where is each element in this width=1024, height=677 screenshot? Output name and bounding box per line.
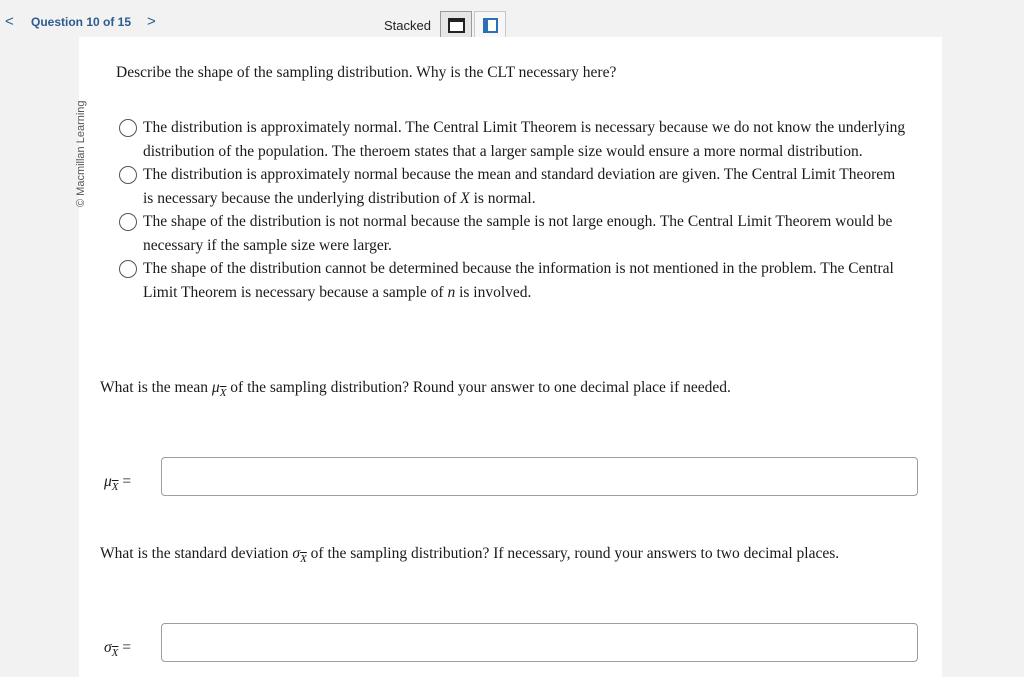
mean-label: $\mu_{\overline{X}}$ = (104, 473, 132, 493)
stacked-view-button[interactable] (440, 11, 472, 39)
radio-button[interactable] (119, 166, 137, 184)
answer-option-2[interactable] (117, 163, 907, 210)
sd-question-text: What is the standard deviation $\sigma_{\overline{X}}$ of the sampling distribution? If necessary, round your answers to two decimal places. (100, 545, 840, 565)
split-view-button[interactable] (474, 11, 506, 39)
answer-option-3[interactable] (117, 210, 907, 257)
option-text: The shape of the distribution is not normal because the sample is not large enough. The Central Limit Theorem would be necessary if the sample size were larger. (143, 213, 893, 254)
sd-label: $\sigma_{\overline{X}}$ = (104, 639, 132, 659)
answer-option-1[interactable] (117, 116, 907, 163)
copyright-notice (75, 77, 95, 217)
option-text: The shape of the distribution cannot be determined because the information is not mentioned in the problem. The Central Limit Theorem is necessary because a sample of n is involved. (143, 260, 894, 301)
previous-question-chevron-icon[interactable]: < (5, 13, 14, 30)
mean-answer-input[interactable] (161, 457, 918, 496)
view-mode-label: Stacked (384, 18, 431, 33)
mean-question-text: What is the mean $\mu_{\overline{X}}$ of the sampling distribution? Round your answer to one decimal place if needed. (100, 379, 731, 399)
answer-options (117, 116, 907, 304)
radio-button[interactable] (119, 213, 137, 231)
answer-option-4[interactable] (117, 257, 907, 304)
copyright-text: © Macmillan Learning (75, 100, 87, 207)
sd-answer-input[interactable] (161, 623, 918, 662)
stacked-layout-icon (448, 18, 465, 33)
option-text: The distribution is approximately normal because the mean and standard deviation are given. The Central Limit Theorem is necessary because the underlying distribution of X is normal. (143, 166, 896, 207)
option-text: The distribution is approximately normal. The Central Limit Theorem is necessary because we do not know the underlying distribution of the population. The theroem states that a larger sample size would ensure a more normal distribution. (143, 119, 906, 160)
question-prompt: Describe the shape of the sampling distribution. Why is the CLT necessary here? (116, 64, 617, 81)
next-question-chevron-icon[interactable]: > (147, 13, 156, 30)
question-counter[interactable]: Question 10 of 15 (31, 15, 132, 29)
radio-button[interactable] (119, 260, 137, 278)
radio-button[interactable] (119, 119, 137, 137)
question-card (75, 37, 942, 677)
split-layout-icon (483, 18, 498, 33)
